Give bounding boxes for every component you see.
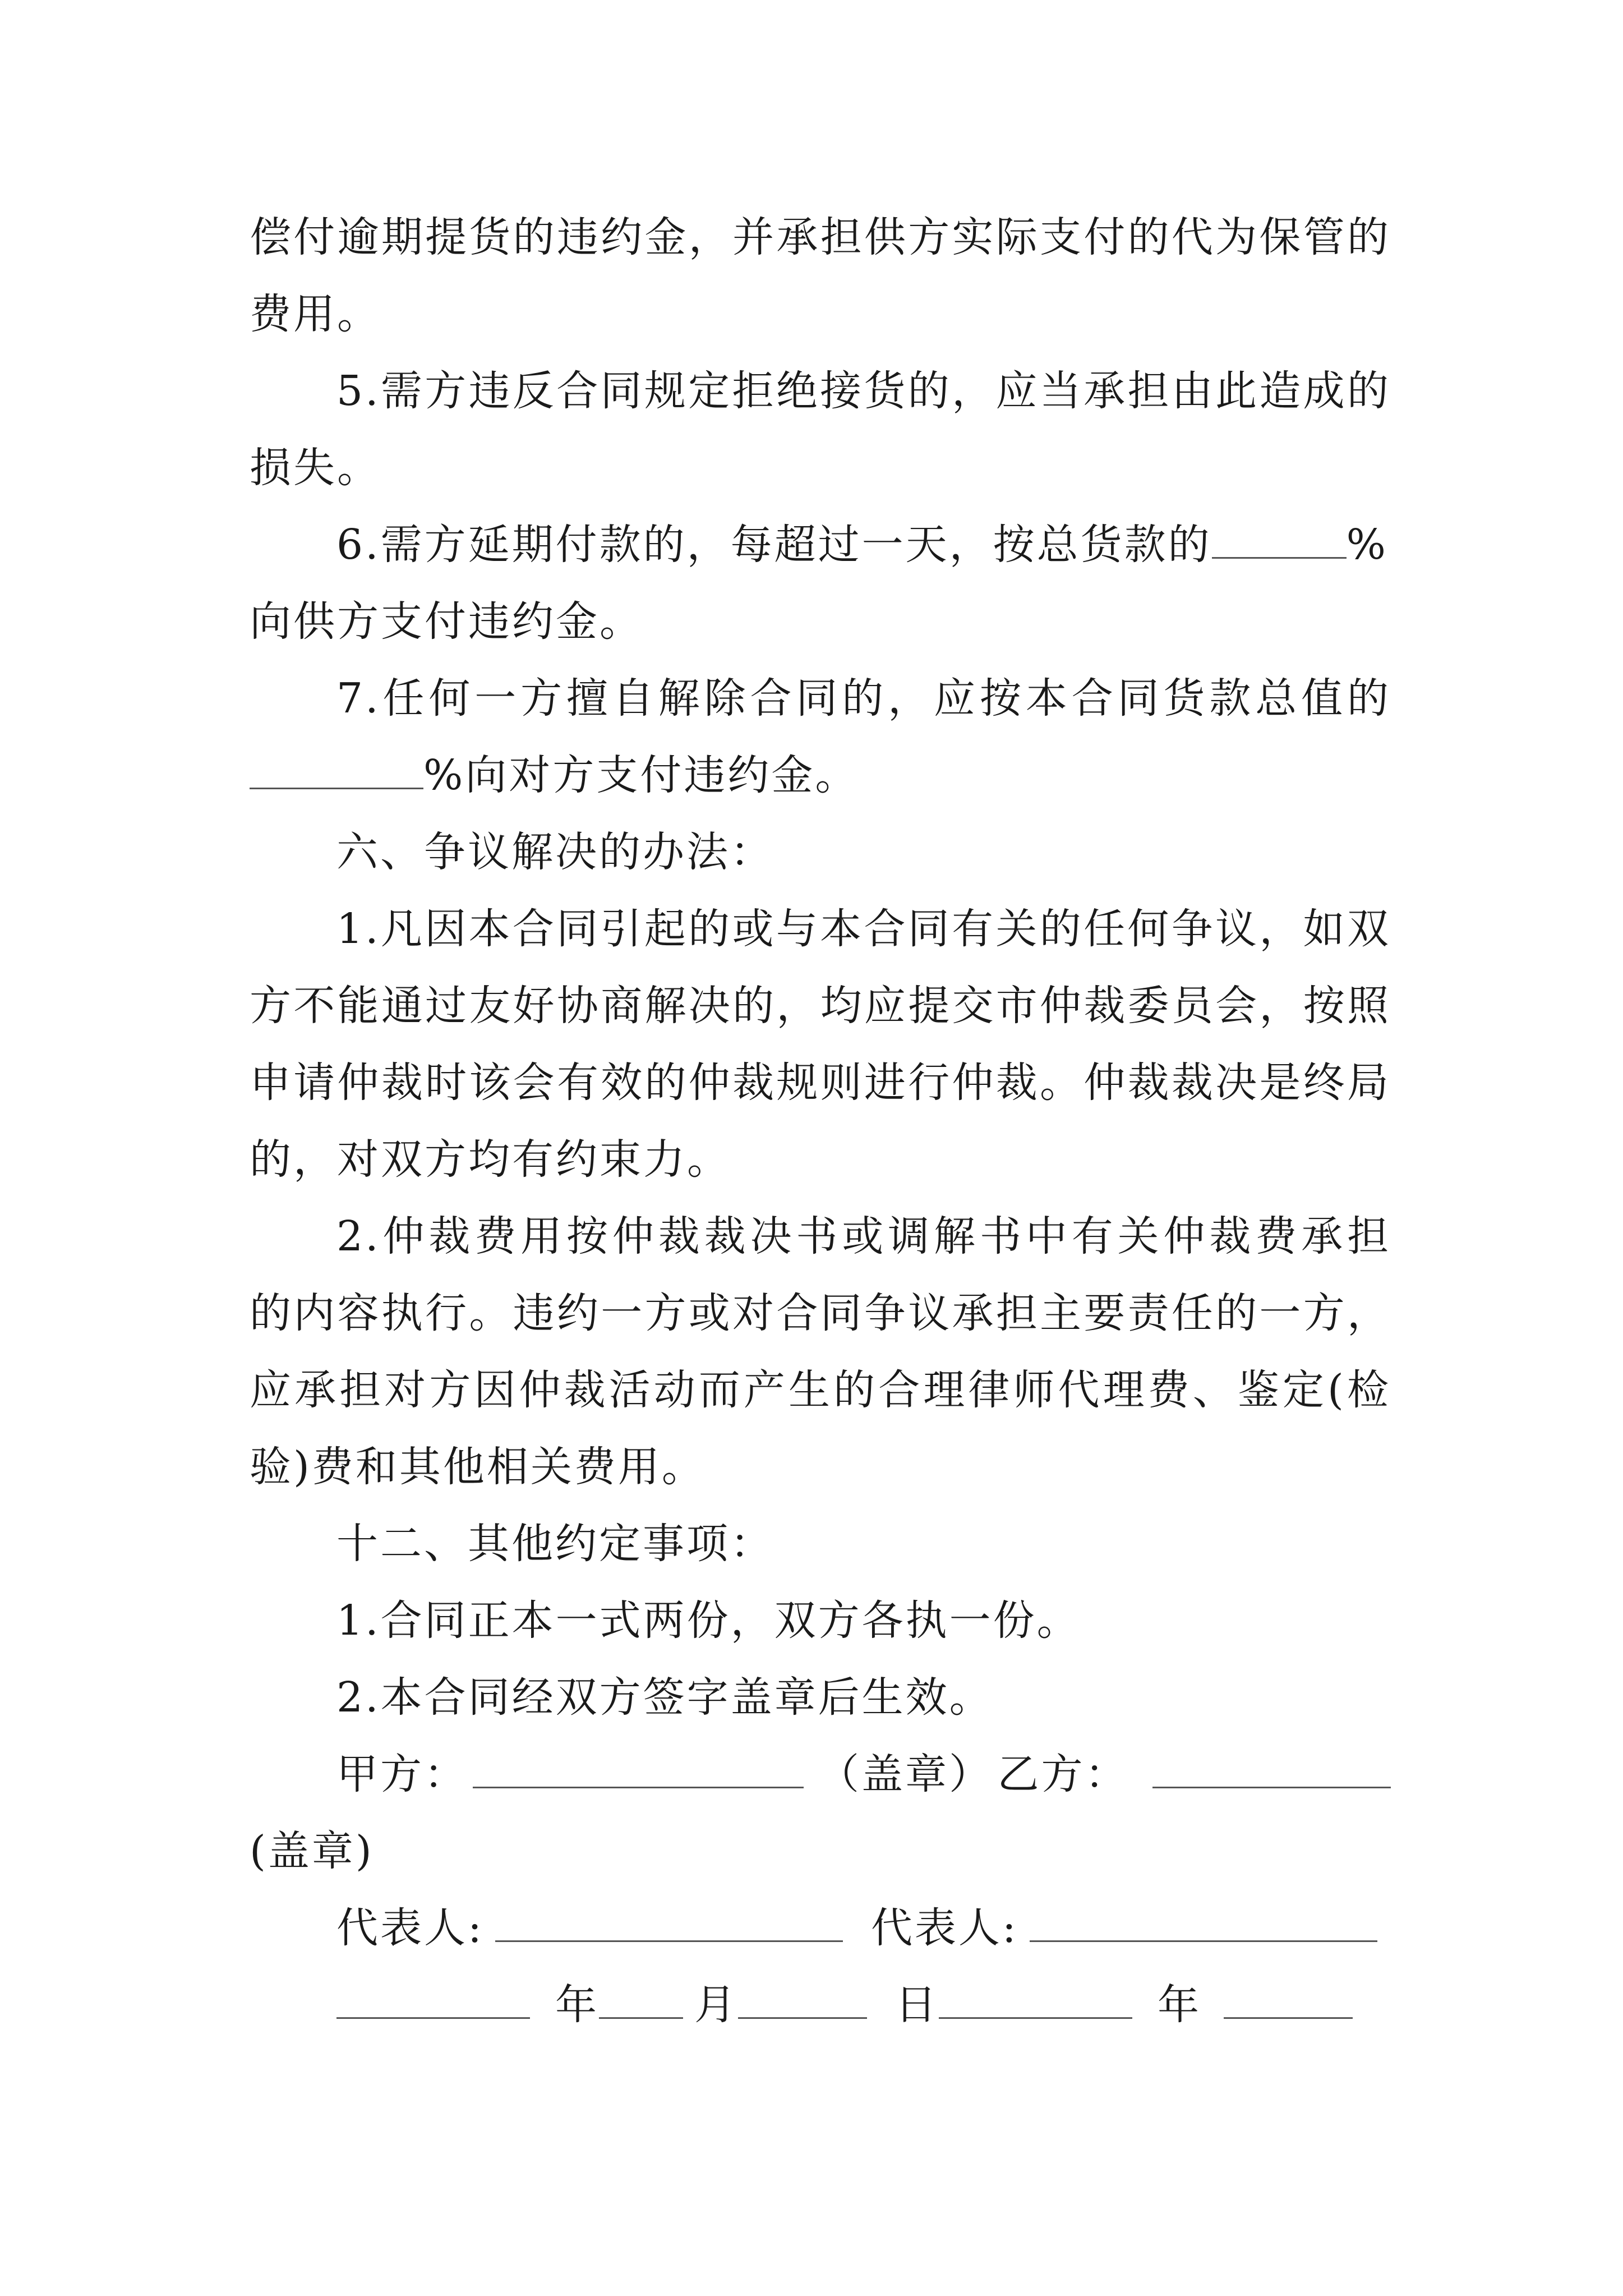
day-blank [738, 1984, 867, 2019]
year-blank [336, 1984, 530, 2019]
date-row [250, 1967, 1391, 2044]
section-12-clause-2: 2.本合同经双方签字盖章后生效。 [336, 1673, 993, 1722]
section-12-clause-1: 1.合同正本一式两份，双方各执一份。 [336, 1596, 1081, 1645]
section-12-heading: 十二、其他约定事项： [336, 1520, 774, 1568]
clause-7-suffix: %向对方支付违约金。 [423, 751, 859, 799]
section-6-clause-2-line: 验)费和其他相关费用。 [250, 1443, 706, 1491]
section-6-clause-1-line: 申请仲裁时该会有效的仲裁规则进行仲裁。仲裁裁决是终局 [250, 1059, 1391, 1107]
section-6-heading: 六、争议解决的办法： [336, 828, 774, 876]
section-6-clause-1-line: 1.凡因本合同引起的或与本合同有关的任何争议，如双 [336, 905, 1391, 953]
month-blank [599, 1984, 683, 2019]
year-label: 年 [555, 1981, 599, 2029]
party-a-label: 甲方： [336, 1750, 468, 1798]
section-6-clause-1-line: 的，对双方均有约束力。 [250, 1135, 731, 1184]
clause-5-line: 损失。 [250, 444, 381, 492]
representative-row [250, 1890, 1391, 1967]
section-6-clause-2-line: 的内容执行。违约一方或对合同争议承担主要责任的一方， [250, 1289, 1391, 1337]
clause-7-line [250, 737, 1391, 814]
percent-sign: % [1346, 521, 1388, 569]
section-6-clause-2-line: 应承担对方因仲裁活动而产生的合理律师代理费、鉴定(检 [250, 1366, 1391, 1414]
clause-6-text: 6.需方延期付款的，每超过一天，按总货款的 [336, 521, 1212, 569]
rep-a-blank [495, 1907, 843, 1942]
section-6-clause-2-line: 2.仲裁费用按仲裁裁决书或调解书中有关仲裁费承担 [336, 1212, 1391, 1260]
rep-b-blank [1030, 1907, 1377, 1942]
clause-6-line [250, 507, 1391, 583]
year-blank-2 [939, 1984, 1132, 2019]
party-a-seal: （盖章） [818, 1750, 993, 1798]
percent-blank [250, 754, 423, 789]
clause-5-line: 5.需方违反合同规定拒绝接货的，应当承担由此造成的 [336, 367, 1391, 415]
party-signature-row [250, 1736, 1391, 1813]
party-a-blank [473, 1753, 804, 1788]
percent-blank [1212, 523, 1347, 559]
section-6-clause-1-line: 方不能通过友好协商解决的，均应提交市仲裁委员会，按照 [250, 982, 1391, 1030]
year-label-2: 年 [1158, 1981, 1201, 2029]
paragraph-line: 费用。 [250, 290, 381, 338]
paragraph-line: 偿付逾期提货的违约金，并承担供方实际支付的代为保管的 [250, 213, 1391, 261]
month-label: 月 [694, 1981, 738, 2029]
day-label: 日 [895, 1981, 939, 2029]
clause-7-line: 7.任何一方擅自解除合同的，应按本合同货款总值的 [336, 674, 1391, 723]
trailing-blank [1224, 1984, 1353, 2019]
party-b-blank [1152, 1753, 1391, 1788]
contract-page [250, 199, 1391, 2044]
party-b-label: 乙方： [997, 1750, 1129, 1798]
rep-a-label: 代表人: [336, 1904, 484, 1952]
rep-b-label: 代表人: [870, 1904, 1018, 1952]
party-b-seal: (盖章) [250, 1827, 374, 1875]
clause-6-line: 向供方支付违约金。 [250, 597, 643, 646]
